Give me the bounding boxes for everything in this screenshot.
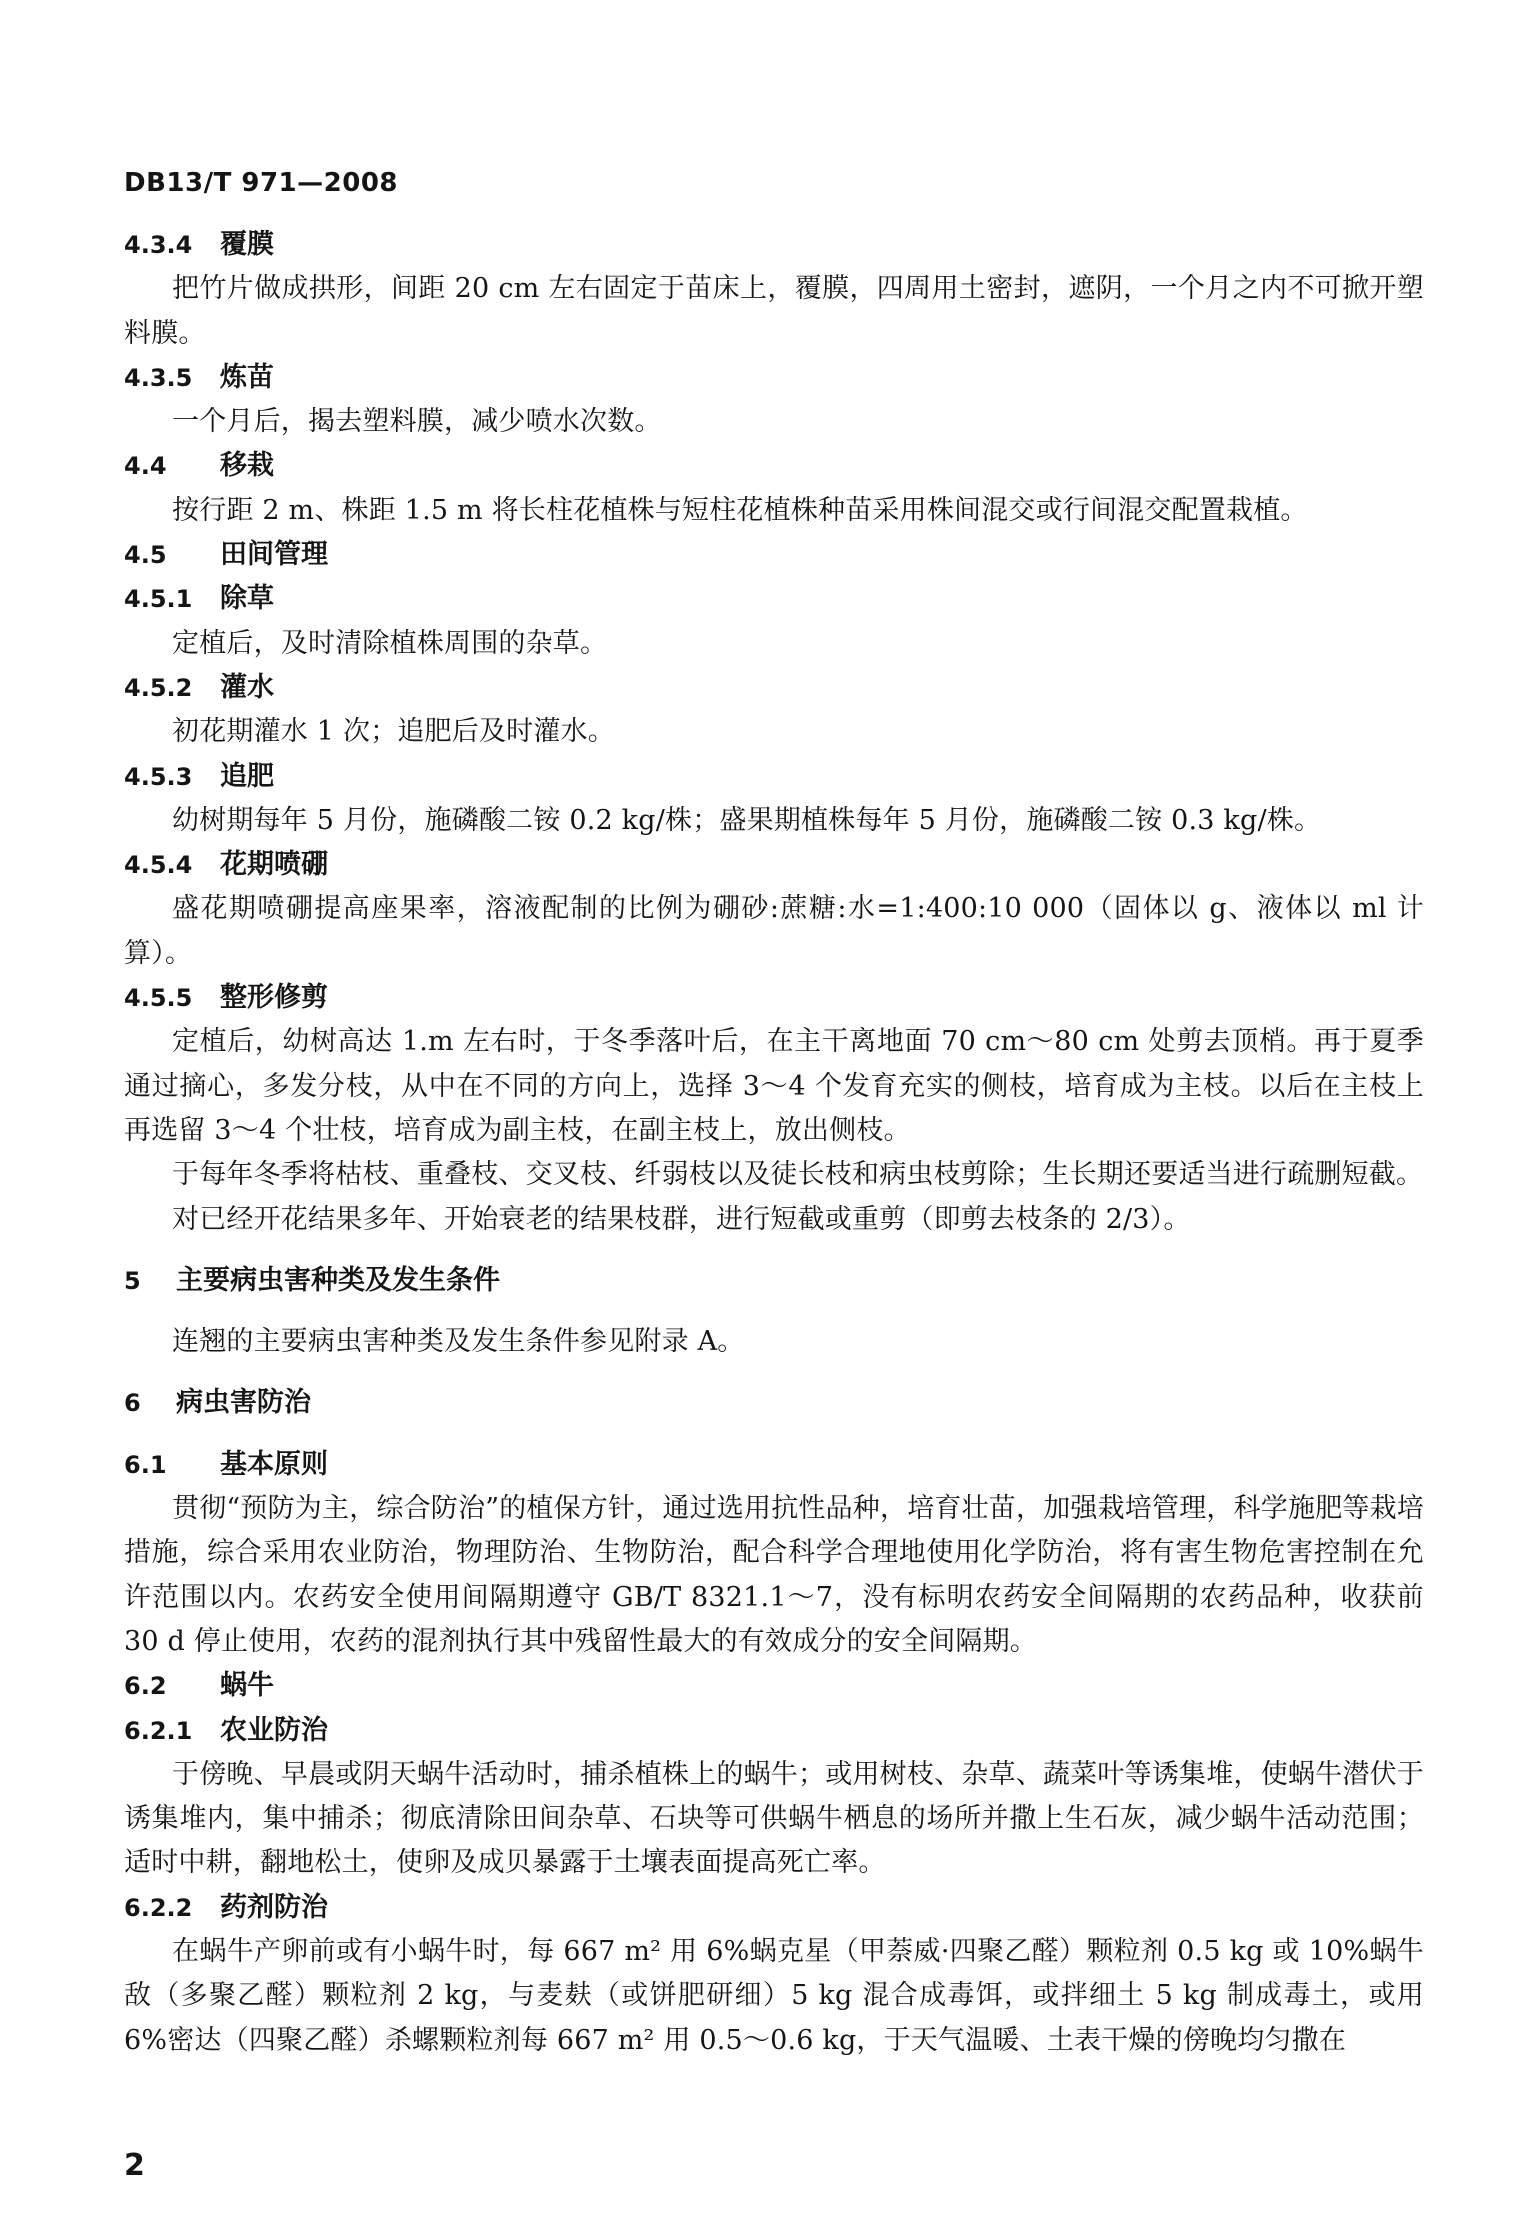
document-standard-id: DB13/T 971—2008 [124, 168, 398, 198]
section-title: 农业防治 [220, 1714, 328, 1746]
body-paragraph: 定植后，及时清除植株周围的杂草。 [172, 627, 608, 659]
section-title: 花期喷硼 [220, 849, 328, 881]
section-number: 4.3.4 [124, 231, 193, 259]
body-paragraph: 按行距 2 m、株距 1.5 m 将长柱花植株与短柱花植株种苗采用株间混交或行间混交配置栽植。 [172, 494, 1308, 526]
section-number: 4.4 [124, 452, 167, 481]
section-title: 移栽 [220, 450, 274, 482]
section-heading [124, 356, 1424, 400]
section-title: 蜗牛 [220, 1670, 274, 1702]
section-title: 整形修剪 [220, 982, 328, 1014]
body-paragraph: 把竹片做成拱形，间距 20 cm 左右固定于苗床上，覆膜，四周用土密封，遮阴，一个月之内不可掀开塑料膜。 [124, 273, 1424, 349]
section-number: 6.2.2 [124, 1893, 193, 1922]
section-title: 除草 [220, 583, 274, 615]
body-paragraph: 一个月后，揭去塑料膜，减少喷水次数。 [172, 406, 662, 438]
body-paragraph: 初花期灌水 1 次；追肥后及时灌水。 [172, 716, 615, 748]
section-heading [124, 1886, 1424, 1930]
section-heading [124, 533, 1424, 577]
body-paragraph: 对已经开花结果多年、开始衰老的结果枝群，进行短截或重剪（即剪去枝条的 2/3）。 [172, 1203, 1191, 1235]
section-title: 田间管理 [220, 539, 328, 571]
body-paragraph: 贯彻“预防为主，综合防治”的植保方针，通过选用抗性品种，培育壮苗，加强栽培管理，科学施肥等栽培措施，综合采用农业防治，物理防治、生物防治，配合科学合理地使用化学防治，将有害生物危害控制在允许范围以内。农药安全使用间隔期遵守 GB/T 8321.1～7，没有标明农药安全间隔期的农药品种，收获前 30 d 停止使用，农药的混剂执行其中残留性最大的有效成分的安全间隔期。 [124, 1493, 1425, 1657]
section-number: 4.5 [124, 541, 167, 570]
section-title: 基本原则 [220, 1448, 328, 1480]
section-number: 4.5.3 [124, 762, 193, 791]
section-number: 6.1 [124, 1450, 167, 1479]
section-heading [124, 755, 1424, 799]
chapter-heading [124, 1381, 1424, 1425]
section-heading [124, 666, 1424, 710]
section-heading [124, 1443, 1424, 1487]
section-number: 6 [124, 1389, 141, 1418]
section-number: 4.3.5 [124, 363, 193, 392]
section-number: 6.2 [124, 1672, 167, 1701]
section-heading [124, 843, 1424, 887]
section-heading [124, 1664, 1424, 1708]
section-title: 病虫害防治 [176, 1387, 311, 1419]
section-heading [124, 976, 1424, 1020]
body-paragraph: 盛花期喷硼提高座果率，溶液配制的比例为硼砂:蔗糖:水=1:400:10 000（固体以 g、液体以 ml 计算）。 [124, 893, 1424, 969]
section-heading [124, 1709, 1424, 1753]
page-number: 2 [124, 2148, 145, 2183]
section-number: 4.5.2 [124, 673, 193, 702]
section-title: 主要病虫害种类及发生条件 [176, 1264, 500, 1296]
document-body [124, 223, 1424, 2063]
section-title: 药剂防治 [220, 1891, 328, 1923]
section-title: 炼苗 [220, 361, 274, 393]
chapter-heading [124, 1259, 1424, 1303]
section-heading [124, 223, 1424, 267]
body-paragraph: 连翘的主要病虫害种类及发生条件参见附录 A。 [172, 1326, 745, 1358]
section-number: 5 [124, 1266, 141, 1295]
body-paragraph: 幼树期每年 5 月份，施磷酸二铵 0.2 kg/株；盛果期植株每年 5 月份，施磷酸二铵 0.3 kg/株。 [172, 804, 1322, 836]
body-paragraph: 定植后，幼树高达 1.m 左右时，于冬季落叶后，在主干离地面 70 cm～80 cm 处剪去顶梢。再于夏季通过摘心，多发分枝，从中在不同的方向上，选择 3～4 个发育充实的侧枝，培育成为主枝。以后在主枝上再选留 3～4 个壮枝，培育成为副主枝，在副主枝上，放出侧枝。 [124, 1026, 1424, 1146]
section-number: 4.5.5 [124, 984, 193, 1013]
section-number: 4.5.1 [124, 585, 193, 614]
body-paragraph: 于每年冬季将枯枝、重叠枝、交叉枝、纤弱枝以及徒长枝和病虫枝剪除；生长期还要适当进行疏删短截。 [172, 1159, 1424, 1191]
section-number: 4.5.4 [124, 851, 193, 880]
body-paragraph: 在蜗牛产卵前或有小蜗牛时，每 667 m² 用 6%蜗克星（甲萘威·四聚乙醛）颗粒剂 0.5 kg 或 10%蜗牛敌（多聚乙醛）颗粒剂 2 kg，与麦麸（或饼肥研细）5 kg 混合成毒饵，或拌细土 5 kg 制成毒土，或用 6%密达（四聚乙醛）杀螺颗粒剂每 667 m² 用 0.5～0.6 kg，于天气温暖、土表干燥的傍晚均匀撒在 [124, 1935, 1424, 2056]
section-title: 追肥 [220, 760, 274, 792]
section-heading [124, 444, 1424, 488]
section-title: 覆膜 [220, 229, 274, 260]
section-heading [124, 577, 1424, 621]
section-title: 灌水 [220, 671, 274, 703]
body-paragraph: 于傍晚、早晨或阴天蜗牛活动时，捕杀植株上的蜗牛；或用树枝、杂草、蔬菜叶等诱集堆，使蜗牛潜伏于诱集堆内，集中捕杀；彻底清除田间杂草、石块等可供蜗牛栖息的场所并撒上生石灰，减少蜗牛活动范围；适时中耕，翻地松土，使卵及成贝暴露于土壤表面提高死亡率。 [124, 1758, 1424, 1879]
section-number: 6.2.1 [124, 1716, 193, 1745]
